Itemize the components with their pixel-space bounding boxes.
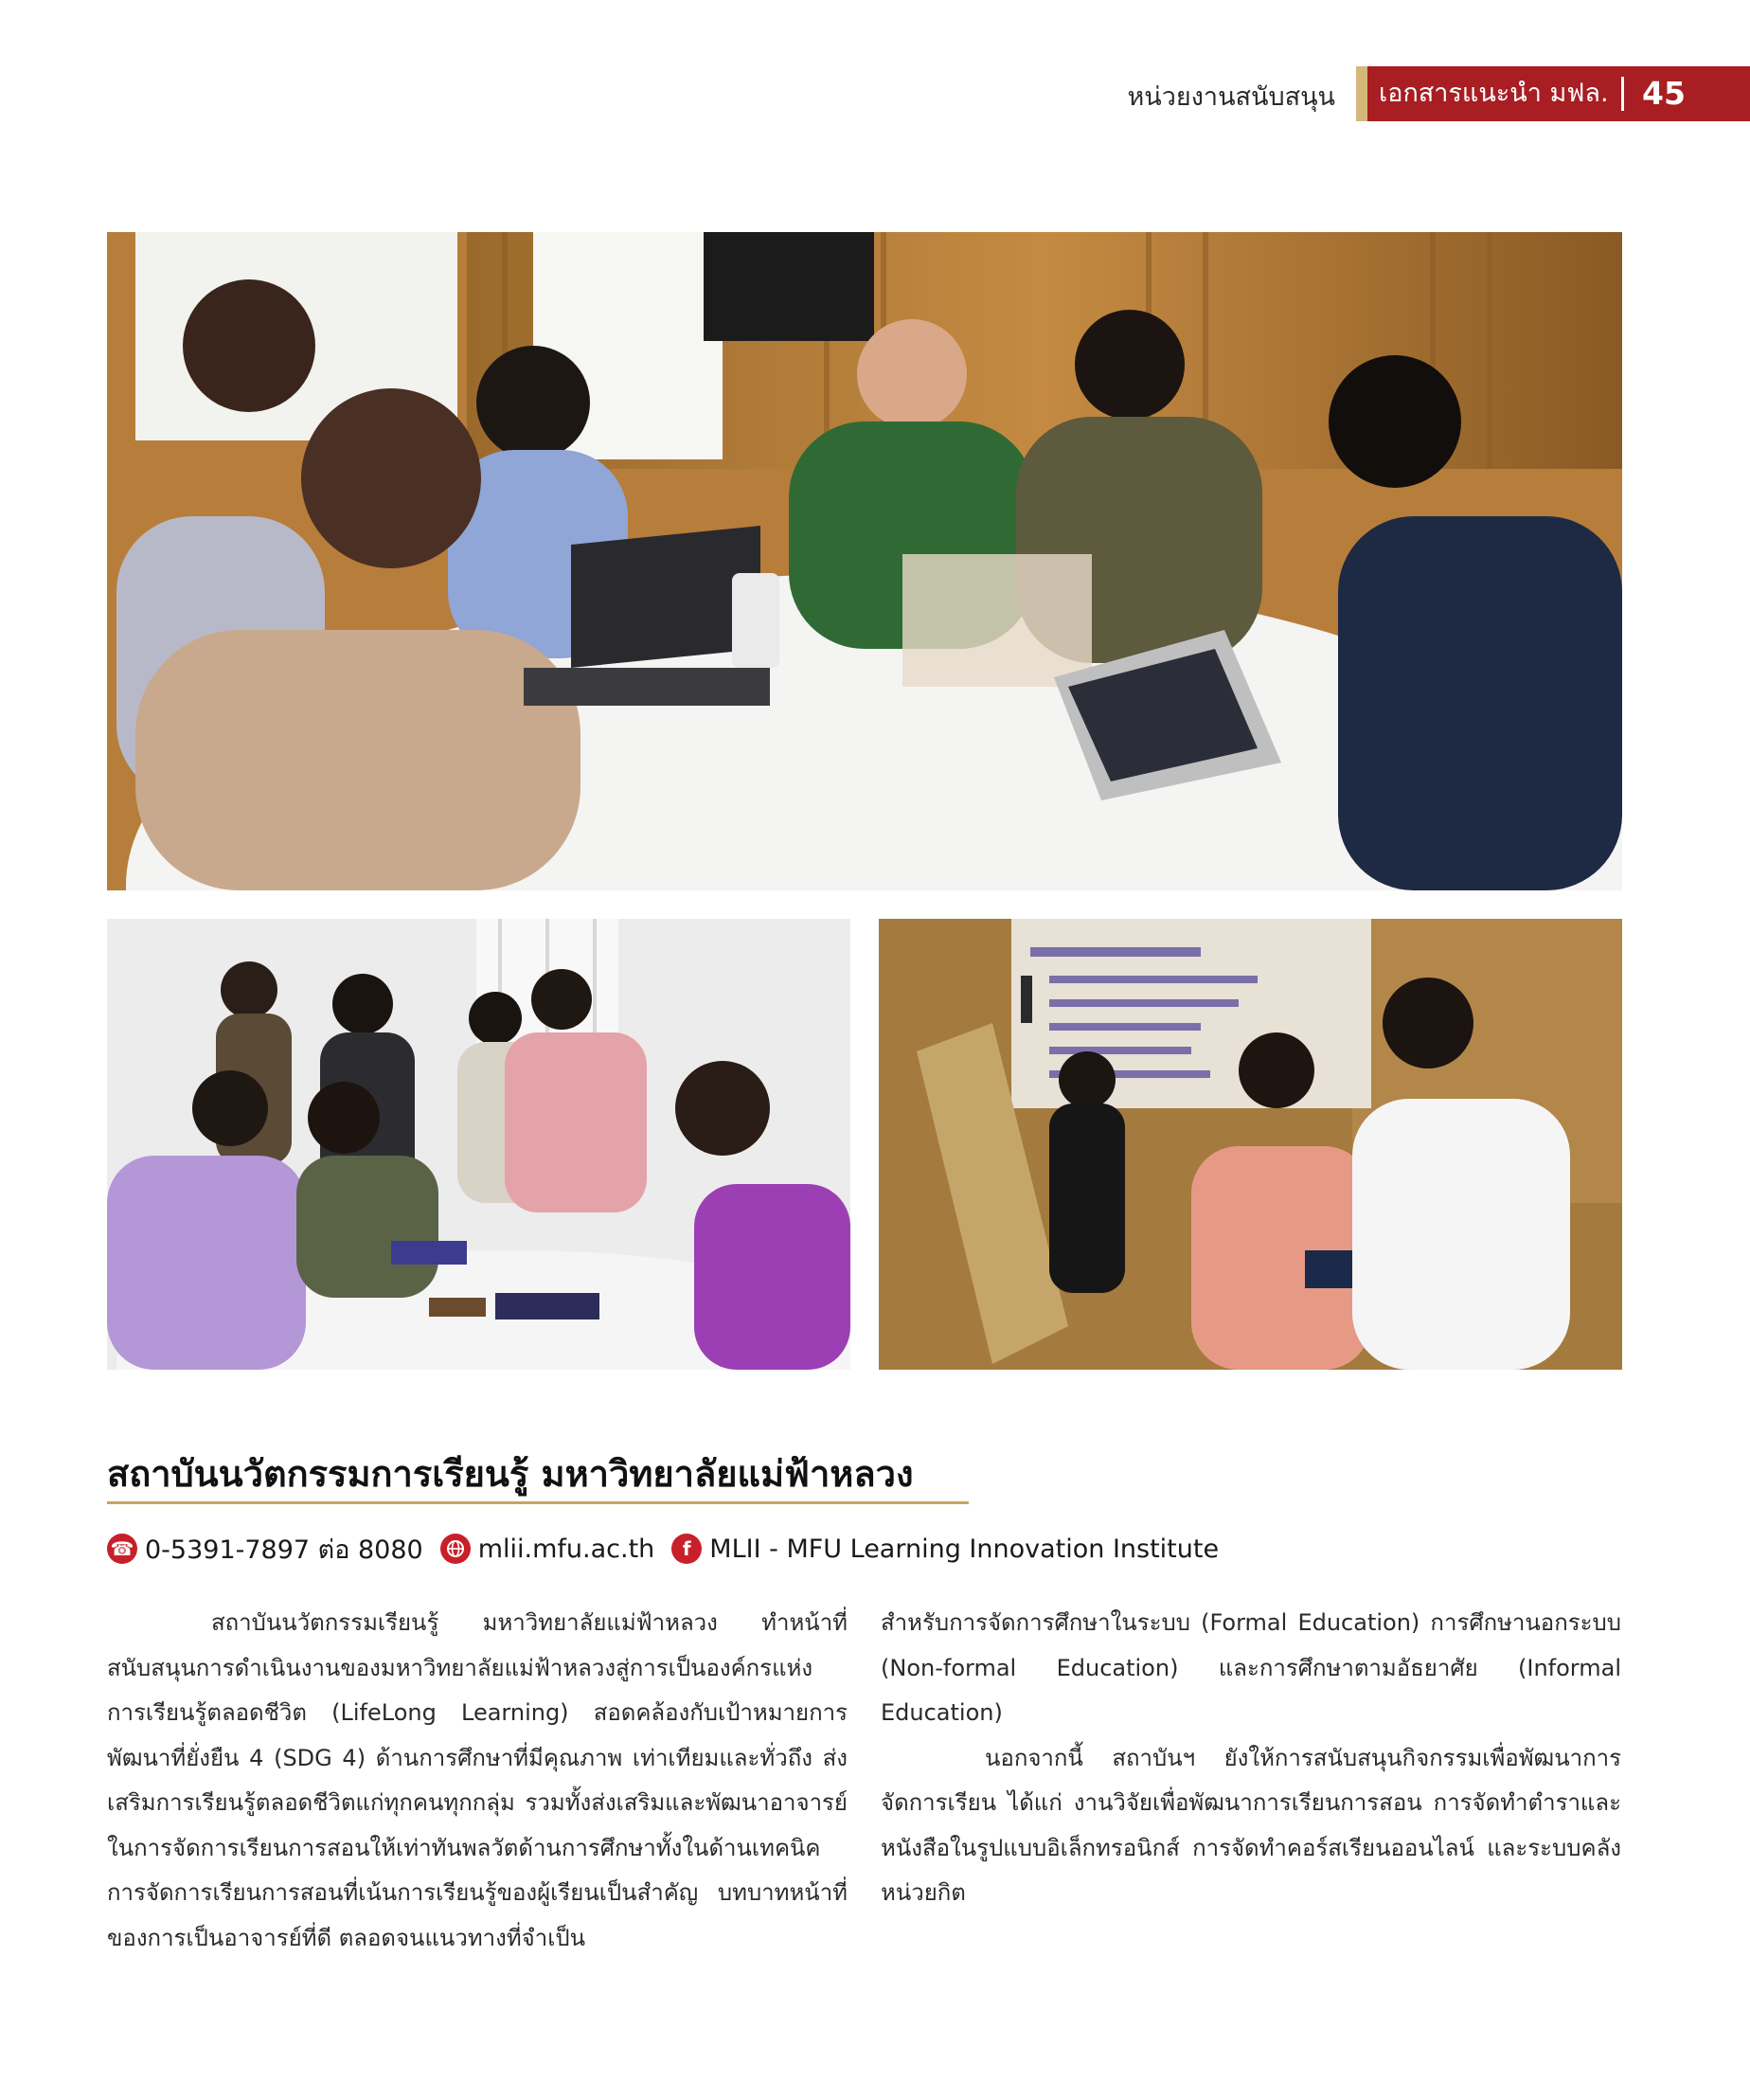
phone-number: 0-5391-7897 ต่อ 8080 (145, 1535, 423, 1565)
website-link[interactable]: mlii.mfu.ac.th (477, 1534, 655, 1564)
facebook-link[interactable]: MLII - MFU Learning Innovation Institute (709, 1534, 1220, 1564)
section-label: หน่วยงานสนับสนุน (1127, 82, 1335, 112)
page-number: 45 (1642, 75, 1686, 112)
title-underline (107, 1501, 969, 1504)
globe-icon (440, 1534, 471, 1564)
header-divider (1621, 77, 1624, 111)
contact-row (107, 1532, 1236, 1566)
workshop-photo-group (107, 919, 850, 1370)
facebook-icon: f (671, 1534, 702, 1564)
body-paragraph-2: นอกจากนี้ สถาบันฯ ยังให้การสนับสนุนกิจกรรมเพื่อพัฒนาการจัดการเรียน ได้แก่ งานวิจัยเพื่อพัฒนาการเรียนการสอน การจัดทำตำราและหนังสือในรูปแบบอิเล็กทรอนิกส์ การจัดทำคอร์สเรียนออนไลน์ และระบบคลังหน่วยกิต (881, 1744, 1621, 1906)
contact-website[interactable] (440, 1534, 655, 1564)
workshop-photo-main (107, 232, 1622, 890)
body-column-left (107, 1601, 848, 1961)
phone-icon: ☎ (107, 1534, 137, 1564)
workshop-photo-activity (879, 919, 1622, 1370)
contact-facebook[interactable] (671, 1534, 1219, 1564)
contact-phone (107, 1529, 423, 1570)
body-paragraph-1-continued: สำหรับการจัดการศึกษาในระบบ (Formal Education) การศึกษานอกระบบ (Non-formal Education) และการศึกษาตามอัธยาศัย (Informal Education) (881, 1609, 1621, 1726)
section-title: สถาบันนวัตกรรมการเรียนรู้ มหาวิทยาลัยแม่ฟ้าหลวง (107, 1453, 914, 1495)
document-title: เอกสารแนะนำ มฟล. (1379, 79, 1609, 108)
body-paragraph-1: สถาบันนวัตกรรมเรียนรู้ มหาวิทยาลัยแม่ฟ้าหลวง ทำหน้าที่สนับสนุนการดำเนินงานของมหาวิทยาลัยแม่ฟ้าหลวงสู่การเป็นองค์กรแห่งการเรียนรู้ตลอดชีวิต (LifeLong Learning) สอดคล้องกับเป้าหมายการพัฒนาที่ยั่งยืน 4 (SDG 4) ด้านการศึกษาที่มีคุณภาพ เท่าเทียมและทั่วถึง ส่งเสริมการเรียนรู้ตลอดชีวิตแก่ทุกคนทุกกลุ่ม รวมทั้งส่งเสริมและพัฒนาอาจารย์ในการจัดการเรียนการสอนให้เท่าทันพลวัตด้านการศึกษาทั้งในด้านเทคนิคการจัดการเรียนการสอนที่เน้นการเรียนรู้ของผู้เรียนเป็นสำคัญ บทบาทหน้าที่ของการเป็นอาจารย์ที่ดี ตลอดจนแนวทางที่จำเป็น (107, 1609, 848, 1951)
body-column-right (881, 1601, 1621, 1916)
header-accent (1356, 66, 1367, 121)
